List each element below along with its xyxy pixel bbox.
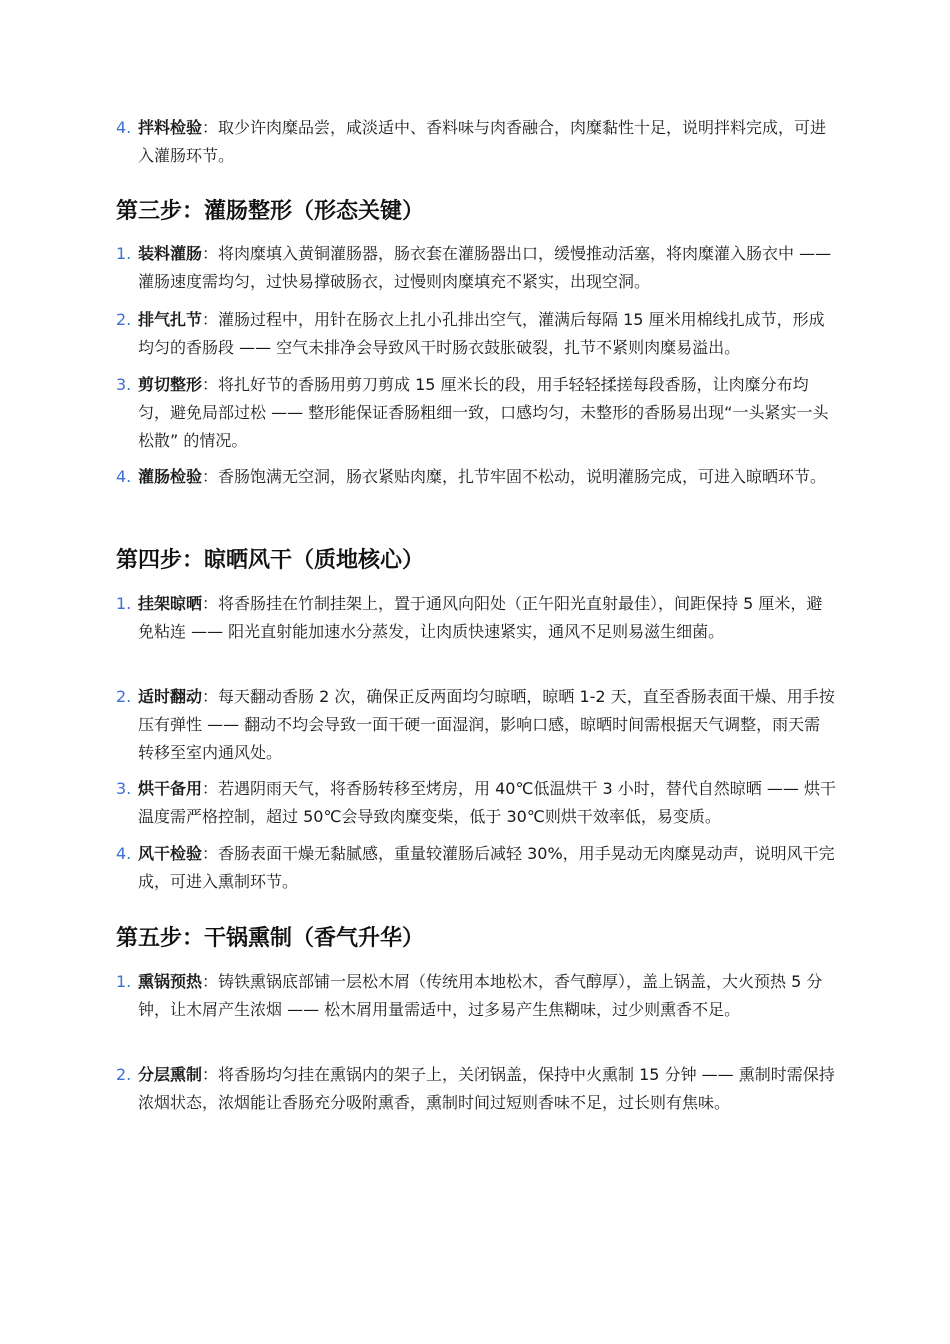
item-separator: ： xyxy=(202,467,219,486)
list-number: 2. xyxy=(116,310,132,329)
list-item xyxy=(116,683,836,767)
item-term: 适时翻动 xyxy=(138,687,203,706)
item-term: 风干检验 xyxy=(138,844,203,863)
list-number: 1. xyxy=(116,244,132,263)
item-text: 将香肠挂在竹制挂架上，置于通风向阳处（正午阳光直射最佳），间距保持 5 厘米，避免粘连 —— 阳光直射能加速水分蒸发，让肉质快速紧实，通风不足则易滋生细菌。 xyxy=(138,594,823,641)
item-separator: ： xyxy=(202,687,219,706)
item-text: 灌肠过程中，用针在肠衣上扎小孔排出空气，灌满后每隔 15 厘米用棉线扎成节，形成均匀的香肠段 —— 空气未排净会导致风干时肠衣鼓胀破裂，扎节不紧则肉糜易溢出。 xyxy=(138,310,825,357)
item-term: 分层熏制 xyxy=(138,1065,203,1084)
item-separator: ： xyxy=(202,310,219,329)
list-item xyxy=(116,463,836,491)
item-text: 香肠表面干燥无黏腻感，重量较灌肠后减轻 30%，用手晃动无肉糜晃动声，说明风干完成，可进入熏制环节。 xyxy=(138,844,835,891)
item-term: 拌料检验 xyxy=(138,118,203,137)
item-term: 排气扎节 xyxy=(138,310,203,329)
item-separator: ： xyxy=(202,375,219,394)
list-item xyxy=(116,1061,836,1117)
item-term: 灌肠检验 xyxy=(138,467,203,486)
item-text: 取少许肉糜品尝，咸淡适中、香料味与肉香融合，肉糜黏性十足，说明拌料完成，可进入灌肠环节。 xyxy=(138,118,827,165)
item-term: 挂架晾晒 xyxy=(138,594,203,613)
item-text: 将扎好节的香肠用剪刀剪成 15 厘米长的段，用手轻轻揉搓每段香肠，让肉糜分布均匀，避免局部过松 —— 整形能保证香肠粗细一致，口感均匀，未整形的香肠易出现“一头紧实一头松散” 的情况。 xyxy=(138,375,829,450)
item-text: 每天翻动香肠 2 次，确保正反两面均匀晾晒，晾晒 1-2 天，直至香肠表面干燥、用手按压有弹性 —— 翻动不均会导致一面干硬一面湿润，影响口感，晾晒时间需根据天气调整，雨天需转移至室内通风处。 xyxy=(138,687,835,762)
list-number: 1. xyxy=(116,594,132,613)
item-text: 香肠饱满无空洞，肠衣紧贴肉糜，扎节牢固不松动，说明灌肠完成，可进入晾晒环节。 xyxy=(218,467,827,486)
item-term: 熏锅预热 xyxy=(138,972,203,991)
list-number: 2. xyxy=(116,1065,132,1084)
list-number: 4. xyxy=(116,844,132,863)
section-heading: 第五步：干锅熏制（香气升华） xyxy=(116,926,425,951)
item-separator: ： xyxy=(202,1065,219,1084)
list-item xyxy=(116,840,836,896)
list-item xyxy=(116,371,836,455)
item-separator: ： xyxy=(202,972,219,991)
list-item xyxy=(116,968,836,1024)
list-item xyxy=(116,114,836,170)
item-text: 将香肠均匀挂在熏锅内的架子上，关闭锅盖，保持中火熏制 15 分钟 —— 熏制时需保持浓烟状态，浓烟能让香肠充分吸附熏香，熏制时间过短则香味不足，过长则有焦味。 xyxy=(138,1065,835,1112)
item-term: 烘干备用 xyxy=(138,779,203,798)
list-number: 3. xyxy=(116,779,132,798)
list-number: 4. xyxy=(116,467,132,486)
item-separator: ： xyxy=(202,244,219,263)
item-separator: ： xyxy=(202,844,219,863)
item-separator: ： xyxy=(202,779,219,798)
item-separator: ： xyxy=(202,594,219,613)
list-number: 2. xyxy=(116,687,132,706)
section-heading: 第三步：灌肠整形（形态关键） xyxy=(116,199,425,224)
list-number: 1. xyxy=(116,972,132,991)
list-number: 3. xyxy=(116,375,132,394)
item-text: 若遇阴雨天气，将香肠转移至烤房，用 40℃低温烘干 3 小时，替代自然晾晒 —— 烘干温度需严格控制，超过 50℃会导致肉糜变柴，低于 30℃则烘干效率低，易变质。 xyxy=(138,779,836,826)
list-number: 4. xyxy=(116,118,132,137)
item-text: 将肉糜填入黄铜灌肠器，肠衣套在灌肠器出口，缓慢推动活塞，将肉糜灌入肠衣中 —— 灌肠速度需均匀，过快易撑破肠衣，过慢则肉糜填充不紧实，出现空洞。 xyxy=(138,244,832,291)
list-item xyxy=(116,775,836,831)
list-item xyxy=(116,240,836,296)
list-item xyxy=(116,590,836,646)
list-item xyxy=(116,306,836,362)
section-heading: 第四步：晾晒风干（质地核心） xyxy=(116,548,425,573)
item-term: 剪切整形 xyxy=(138,375,203,394)
item-term: 装料灌肠 xyxy=(138,244,203,263)
item-text: 铸铁熏锅底部铺一层松木屑（传统用本地松木，香气醇厚），盖上锅盖，大火预热 5 分钟，让木屑产生浓烟 —— 松木屑用量需适中，过多易产生焦糊味，过少则熏香不足。 xyxy=(138,972,823,1019)
item-separator: ： xyxy=(202,118,219,137)
